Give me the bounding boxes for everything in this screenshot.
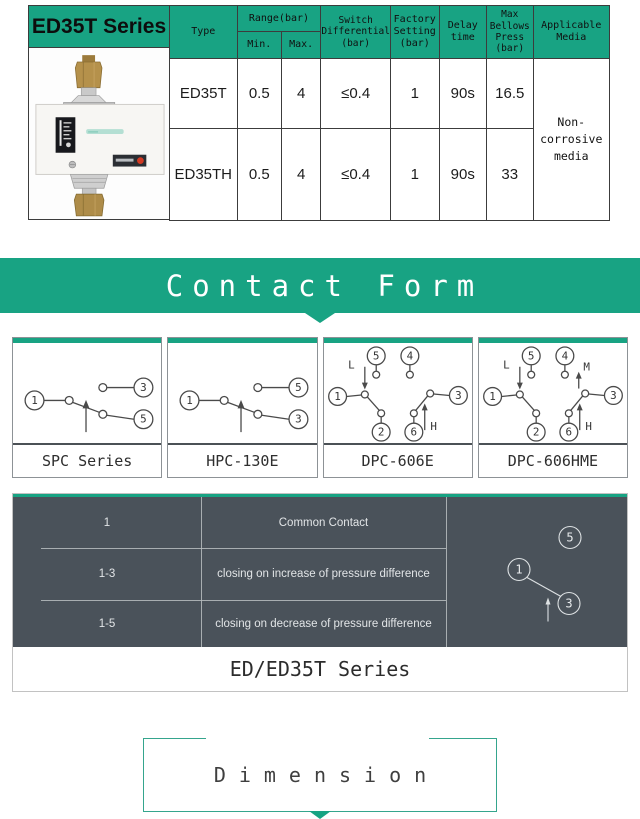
description-cell: Common Contact — [278, 516, 369, 529]
terminal-6: 6 — [565, 425, 572, 439]
cell-factory: 1 — [390, 59, 439, 129]
cell-max: 4 — [281, 59, 320, 129]
up-arrow-icon — [238, 400, 245, 408]
adjust-dial — [66, 142, 71, 147]
col-header-factory: Factory Setting (bar) — [390, 6, 439, 59]
low-label: L — [502, 358, 510, 372]
up-arrow-icon — [576, 372, 582, 379]
panel-label: DPC-606HME — [507, 452, 599, 470]
cell-bellows: 16.5 — [487, 59, 534, 129]
col-header-bellows: Max Bellows Press (bar) — [487, 6, 534, 59]
mid-label: M — [583, 360, 590, 374]
col-header-max: Max. — [281, 32, 320, 59]
terminal-1: 1 — [489, 389, 496, 403]
terminal-cell: 1-5 — [98, 617, 116, 630]
dpc-hme-circuit-diagram — [479, 343, 627, 443]
border-segment — [144, 738, 206, 739]
spec-table-section — [28, 5, 610, 220]
terminal-top: 5 — [295, 381, 302, 395]
up-arrow-icon — [83, 400, 90, 408]
hpc-circuit-diagram — [168, 343, 316, 443]
dimension-pointer-triangle-icon — [309, 811, 331, 819]
spec-table — [169, 5, 610, 221]
terminal-left: 1 — [186, 393, 194, 407]
panel-hpc-130e — [167, 337, 317, 478]
cell-max: 4 — [281, 129, 320, 221]
up-arrow-icon — [577, 403, 583, 410]
table-row — [13, 497, 446, 548]
cell-delay: 90s — [439, 59, 487, 129]
panel-dpc-606hme — [478, 337, 628, 478]
border-segment — [429, 738, 496, 739]
banner-pointer-triangle-icon — [305, 313, 335, 323]
col-header-type: Type — [170, 6, 238, 59]
high-label: H — [585, 420, 592, 434]
up-arrow-icon — [421, 403, 427, 410]
panel-label: DPC-606E — [361, 452, 434, 470]
bottom-brass-nut — [74, 194, 104, 216]
mini-contact-diagram — [446, 497, 629, 647]
terminal-1: 1 — [333, 389, 341, 403]
contact-form-title: Contact Form — [165, 268, 484, 303]
contact-form-banner — [0, 258, 640, 313]
dimension-section — [143, 738, 497, 812]
top-brass-nut — [75, 62, 102, 88]
terminal-cell: 1 — [103, 516, 111, 529]
cell-bellows: 33 — [487, 129, 534, 221]
terminal-6: 6 — [410, 425, 417, 439]
down-arrow-icon — [361, 383, 367, 390]
contact-description-table — [13, 497, 627, 647]
panel-label: HPC-130E — [206, 452, 279, 470]
terminal-1: 1 — [515, 562, 523, 577]
terminal-5: 5 — [372, 349, 379, 363]
terminal-3: 3 — [454, 388, 462, 402]
terminal-4: 4 — [561, 349, 568, 363]
red-dot-logo — [137, 157, 144, 164]
panel-spc-series — [12, 337, 162, 478]
terminal-4: 4 — [406, 349, 413, 363]
terminal-5: 5 — [527, 349, 535, 363]
cell-min: 0.5 — [237, 129, 281, 221]
table-row — [13, 600, 446, 647]
cell-min: 0.5 — [237, 59, 281, 129]
description-cell: closing on increase of pressure difference — [217, 568, 430, 580]
terminal-left: 1 — [31, 393, 38, 407]
cell-diff: ≤0.4 — [321, 59, 391, 129]
dpc-circuit-diagram — [324, 343, 472, 443]
col-header-range: Range(bar) — [237, 6, 321, 32]
contact-panels — [12, 337, 628, 478]
terminal-top: 3 — [140, 381, 147, 395]
table-row — [13, 548, 446, 600]
spec-row-ed35t — [170, 59, 610, 129]
terminal-3: 3 — [565, 596, 573, 611]
panel-label: SPC Series — [41, 452, 133, 470]
series-title: ED35T Series — [29, 6, 169, 48]
down-arrow-icon — [517, 383, 523, 390]
col-header-delay: Delay time — [439, 6, 487, 59]
cell-factory: 1 — [390, 129, 439, 221]
up-arrow-icon — [546, 598, 551, 605]
chrome-neck — [81, 88, 96, 96]
description-cell: closing on decrease of pressure difference — [215, 617, 432, 630]
spc-circuit-diagram — [13, 343, 161, 443]
col-header-min: Min. — [237, 32, 281, 59]
terminal-cell: 1-3 — [98, 568, 116, 580]
cell-type: ED35T — [170, 59, 238, 129]
cell-type: ED35TH — [170, 129, 238, 221]
product-photo — [29, 48, 169, 219]
terminal-2: 2 — [377, 425, 384, 439]
low-label: L — [347, 358, 355, 372]
contact-description-section — [12, 493, 628, 692]
cell-delay: 90s — [439, 129, 487, 221]
col-header-switch-diff: Switch Differential (bar) — [321, 6, 391, 59]
terminal-bottom: 5 — [140, 412, 147, 426]
terminal-2: 2 — [532, 425, 540, 439]
spec-left-column — [28, 5, 170, 220]
terminal-bottom: 3 — [295, 412, 302, 426]
top-cap — [82, 55, 95, 62]
panel-dpc-606e — [323, 337, 473, 478]
terminal-3: 3 — [609, 388, 617, 402]
high-label: H — [429, 420, 437, 434]
pressure-switch-illustration — [29, 48, 169, 219]
dimension-title: Dimension — [213, 762, 440, 787]
col-header-media: Applicable Media — [533, 6, 609, 59]
cell-diff: ≤0.4 — [321, 129, 391, 221]
cell-media: Non-corrosive media — [533, 59, 609, 221]
series-footer-label: ED/ED35T Series — [13, 647, 627, 691]
terminal-5: 5 — [566, 530, 574, 545]
bottom-bellows — [70, 174, 107, 188]
